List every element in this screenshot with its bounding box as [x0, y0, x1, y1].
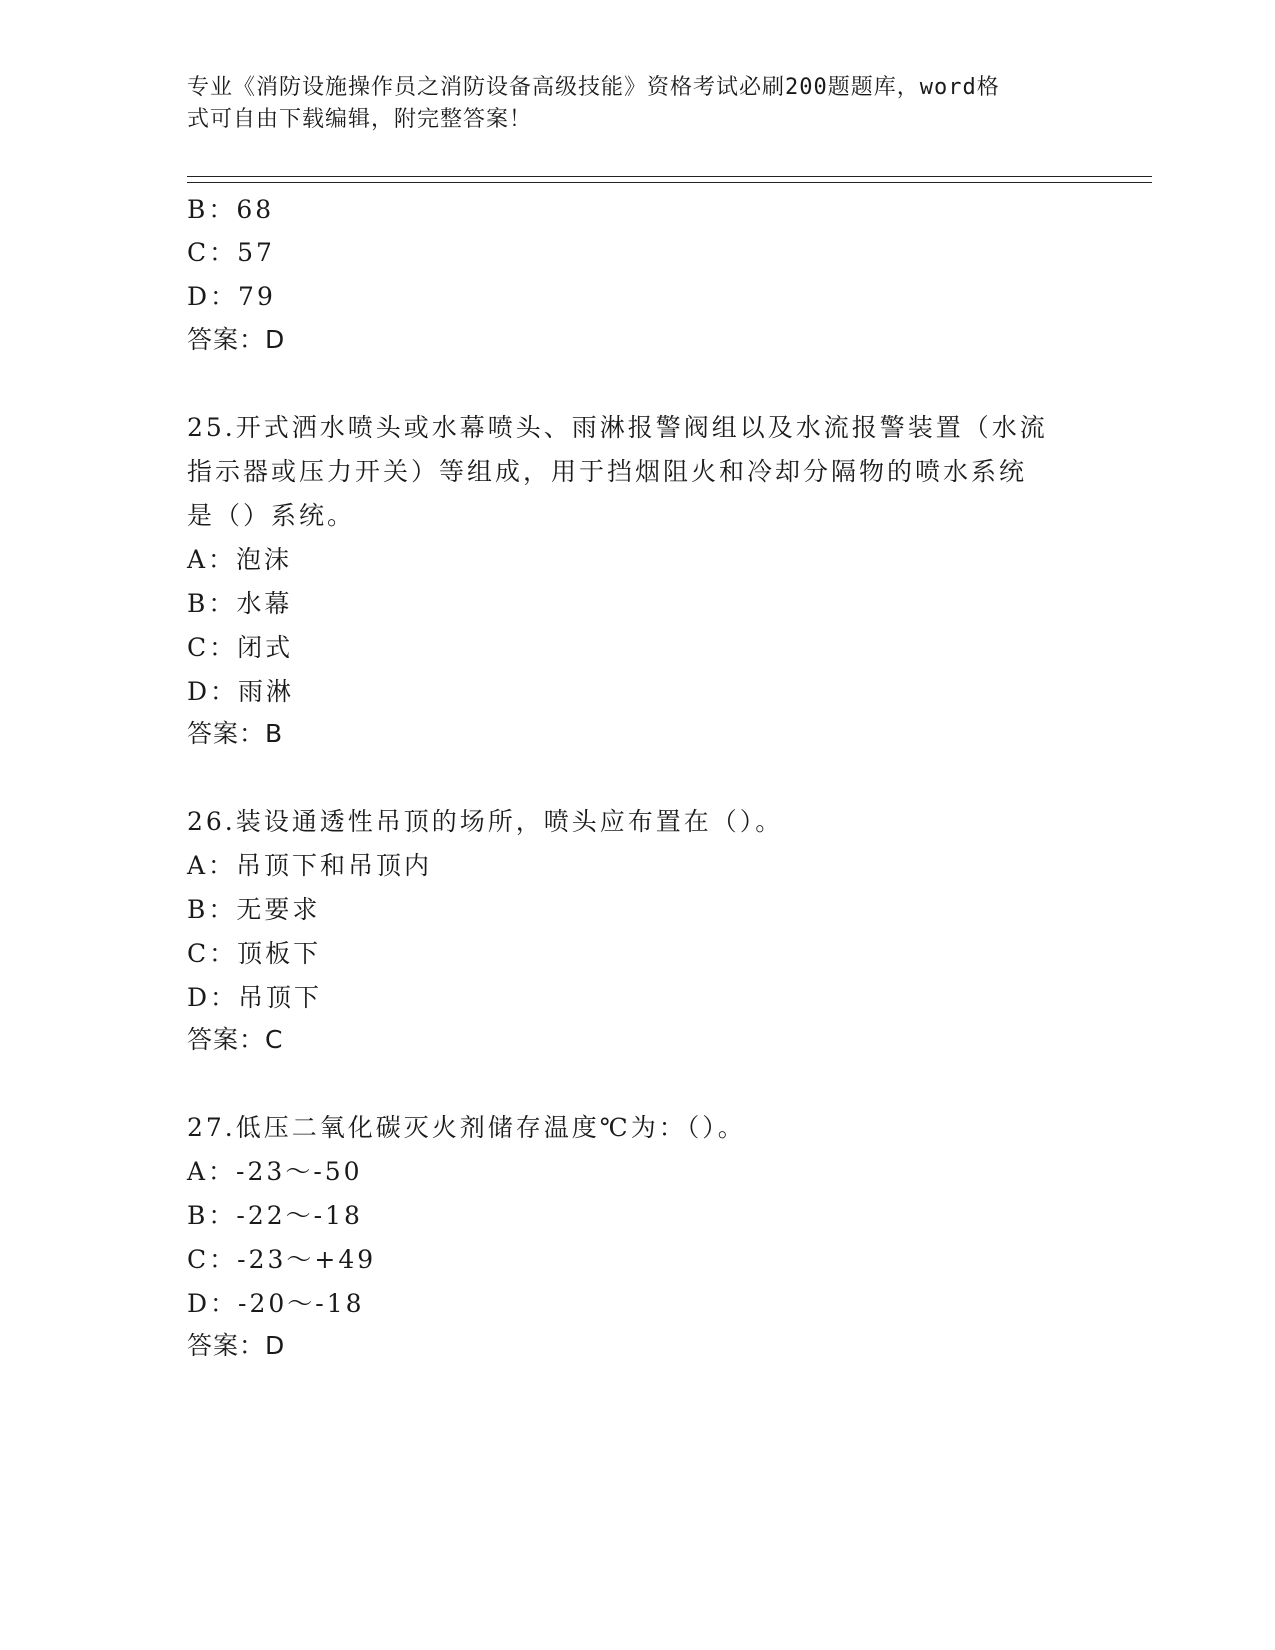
header-rule-bottom: [187, 182, 1152, 183]
option-d: D：-20～-18: [187, 1289, 365, 1318]
option-b: B：-22～-18: [187, 1201, 363, 1230]
answer: 答案：B: [187, 719, 284, 748]
option-a: A：吊顶下和吊顶内: [187, 851, 433, 880]
question-text: 25.开式洒水喷头或水幕喷头、雨淋报警阀组以及水流报警装置（水流: [187, 413, 1048, 442]
option-b: B：68: [187, 195, 275, 224]
option-a: A：泡沫: [187, 545, 293, 574]
answer: 答案：C: [187, 1025, 284, 1054]
option-d: D：79: [187, 282, 276, 311]
question-text: 26.装设通透性吊顶的场所，喷头应布置在（）。: [187, 807, 784, 836]
option-c: C：57: [187, 238, 275, 267]
header-rule-top: [187, 176, 1152, 177]
option-a: A：-23～-50: [187, 1157, 363, 1186]
answer: 答案：D: [187, 325, 286, 354]
option-d: D：吊顶下: [187, 983, 323, 1012]
option-c: C：-23～+49: [187, 1245, 377, 1274]
question-text: 指示器或压力开关）等组成，用于挡烟阻火和冷却分隔物的喷水系统: [187, 457, 1028, 486]
question-text: 是（）系统。: [187, 501, 356, 530]
question-text: 27.低压二氧化碳灭火剂储存温度℃为：（）。: [187, 1113, 746, 1142]
option-b: B：水幕: [187, 589, 293, 618]
header-line-1: 专业《消防设施操作员之消防设备高级技能》资格考试必刷200题题库，word格: [187, 75, 1000, 100]
option-d: D：雨淋: [187, 677, 295, 706]
document-header: [187, 72, 1067, 136]
answer: 答案：D: [187, 1331, 286, 1360]
option-c: C：顶板下: [187, 939, 322, 968]
option-b: B：无要求: [187, 895, 321, 924]
option-c: C：闭式: [187, 633, 294, 662]
header-line-2: 式可自由下载编辑，附完整答案！: [187, 107, 533, 132]
